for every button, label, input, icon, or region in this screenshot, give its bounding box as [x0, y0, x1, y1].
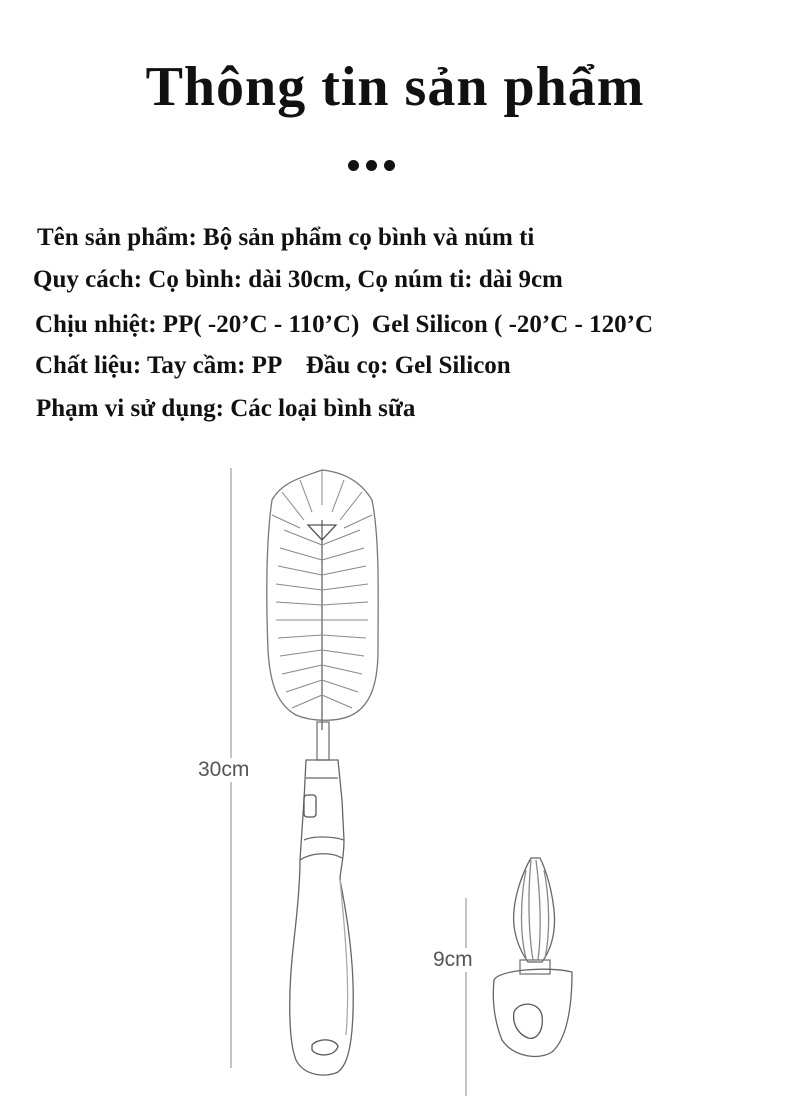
nipple-brush [493, 858, 572, 1056]
page-title: Thông tin sản phẩm [145, 56, 645, 118]
nipple-brush-length-label: 9cm [433, 948, 473, 971]
spec-dimensions: Quy cách: Cọ bình: dài 30cm, Cọ núm ti: dài 9cm [33, 266, 563, 293]
spec-material: Chất liệu: Tay cầm: PP Đầu cọ: Gel Silicon [35, 352, 511, 379]
spec-product-name: Tên sản phẩm: Bộ sản phẩm cọ bình và núm ti [37, 224, 535, 251]
bottle-brush-handle [290, 722, 354, 1075]
bottle-brush-head [267, 470, 378, 730]
spec-usage: Phạm vi sử dụng: Các loại bình sữa [36, 395, 416, 422]
bottle-brush-length-label: 30cm [198, 758, 250, 781]
spec-heat-resistance: Chịu nhiệt: PP( -20’C - 110’C) Gel Silicon ( -20’C - 120’C [35, 311, 653, 338]
